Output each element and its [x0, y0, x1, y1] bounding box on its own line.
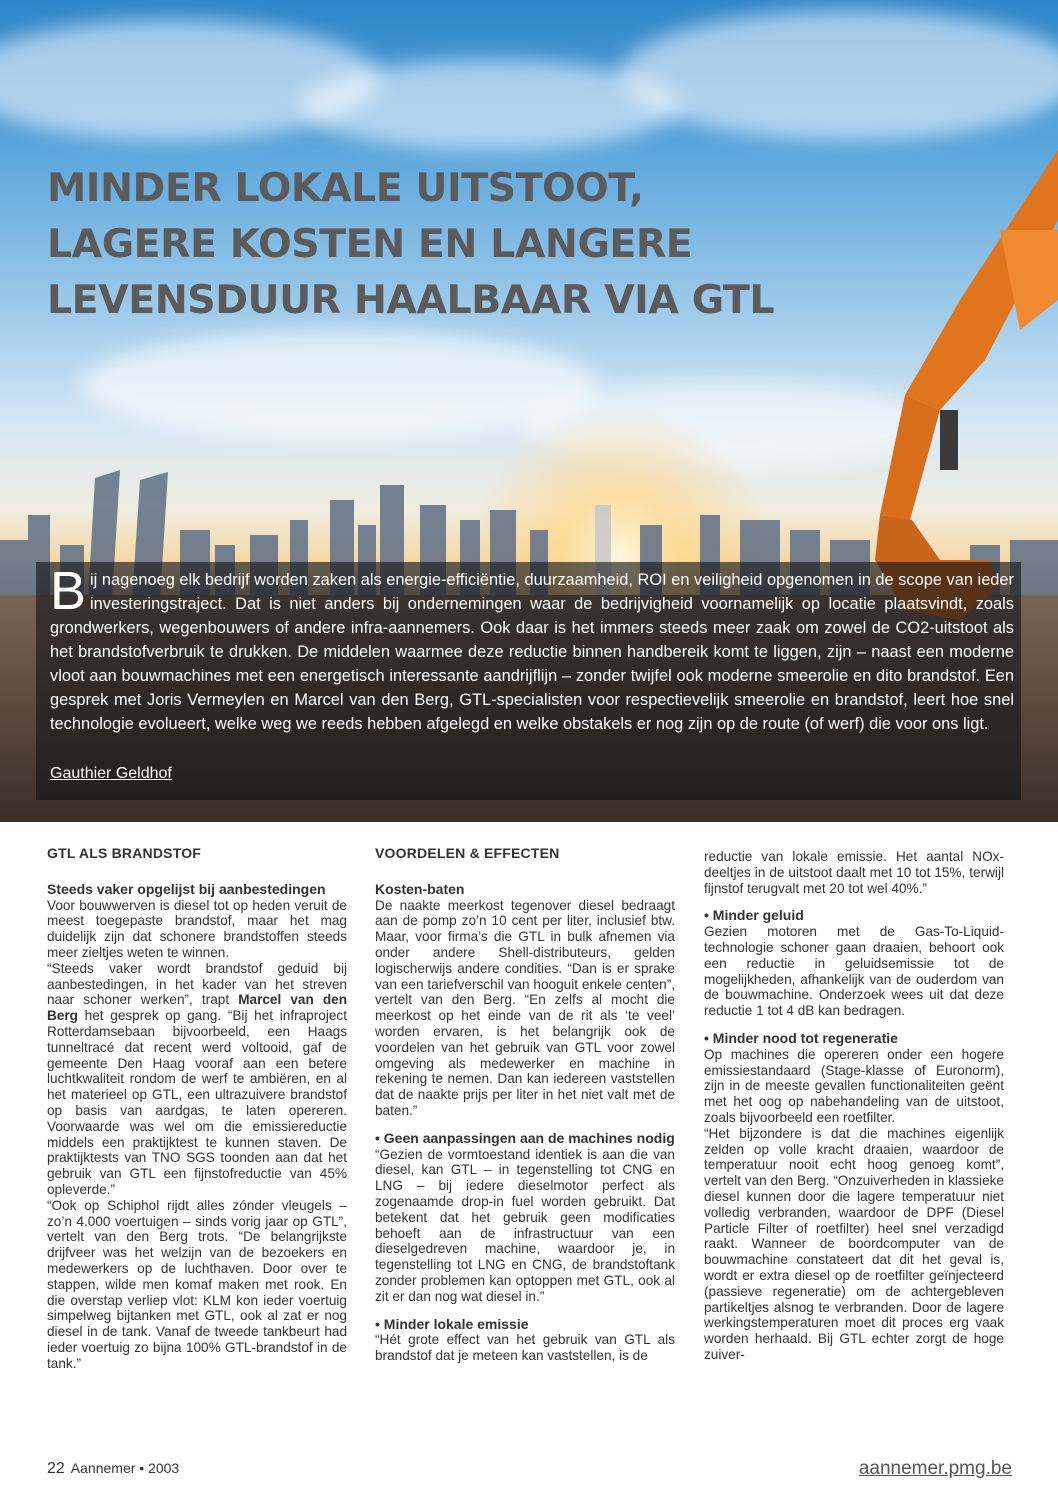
paragraph: Op machines die opereren onder een hogere emissiestandaard (Stage-klasse of Euronorm), zijn in de meeste gevallen functionaliteiten geënt met het oog op nabehandeling van de uitstoot, zoals bijvoorbeeld een roetfilter.: [704, 1046, 1004, 1125]
footer-info: [47, 1460, 179, 1478]
publication-name: Aannemer • 2003: [70, 1460, 180, 1476]
intro-text: ij nagenoeg elk bedrijf worden zaken als energie-efficiëntie, duurzaamheid, ROI en veiligheid opgenomen in de scope van ieder investeringstraject. Dat is niet anders bij ondernemingen waar de bedrijvigheid voornamelijk op locatie plaatsvindt, zoals grondwerkers, wegenbouwers of andere infra-aannemers. Ook daar is het immers steeds meer zaak om zowel de CO2-uitstoot als het brandstofverbruik te drukken. De middelen waarmee deze reductie binnen handbereik komt te liggen, zijn – naast een moderne vloot aan bouwmachines met een energetisch interessante aandrijflijn – zonder twijfel ook moderne smeerolie en dito brandstof. Een gesprek met Joris Vermeylen en Marcel van den Berg, GTL-specialisten voor respectievelijk smeerolie en brandstof, leert hoe snel technologie evolueert, welke weg we reeds hebben afgelegd en welke obstakels er nog zijn op de route (of werf) die voor ons ligt.: [50, 571, 1014, 733]
paragraph: “Gezien de vormtoestand identiek is aan die van diesel, kan GTL – in tegenstelling tot CNG en LNG – bij iedere dieselmotor perfect als zogenaamde drop-in fuel worden gebruikt. Dat betekent dat het gebruik geen modificaties behoeft aan de infrastructuur van een dieselgedreven machine, waardoor je, in tegenstelling tot LNG en CNG, de brandstoftank zonder problemen kan optoppen met GTL, ook al zit er dan nog wat diesel in.”: [375, 1146, 675, 1304]
section-heading: VOORDELEN & EFFECTEN: [375, 845, 560, 861]
paragraph: De naakte meerkost tegenover diesel bedraagt aan de pomp zo’n 10 cent per liter, inclusief btw. Maar, voor firma’s die GTL in bulk afnemen via onder andere Shell-distributeurs, gelden logischerwijs andere condities. “Dan is er sprake van een tariefverschil van hooguit enkele centen”, vertelt van den Berg. “En zelfs al mocht die meerkost op het einde van de rit als ‘te veel’ worden ervaren, is het belangrijk ook de voordelen van het gebruik van GTL voor zowel omgeving als medewerker en machine in rekening te nemen. Dan kan iedereen vaststellen dat de naakte prijs per liter in het niet valt met de baten.”: [375, 897, 675, 1118]
paragraph: Gezien motoren met de Gas-To-Liquid-technologie schoner gaan draaien, behoort ook een reductie in geluidsemissie tot de mogelijkheden, afhankelijk van de ouderdom van de bouwmachine. Onderzoek wees uit dat deze reductie 1 tot 4 dB kan bedragen.: [704, 924, 1004, 1019]
person-name: Marcel van den Berg: [47, 992, 347, 1024]
subheading: Steeds vaker opgelijst bij aanbestedingen: [47, 880, 326, 897]
subheading: • Geen aanpassingen aan de machines nodig: [375, 1129, 675, 1146]
headline-line-2: LAGERE KOSTEN EN LANGERE: [47, 221, 693, 267]
paragraph: “Hét grote effect van het gebruik van GTL als brandstof dat je meteen kan vaststellen, is de: [375, 1332, 675, 1364]
author-byline[interactable]: Gauthier Geldhof: [50, 765, 172, 782]
paragraph: Voor bouwwerven is diesel tot op heden veruit de meest toegepaste brandstof, maar het mag duidelijk zijn dat schonere brandstoffen steeds meer zieltjes weten te winnen.: [47, 897, 347, 960]
paragraph: “Steeds vaker wordt brandstof geduid bij aanbestedingen, in het kader van het streven naar schoner werken”, trapt Marcel van den Berg het gesprek op gang. “Bij het infraproject Rotterdamsebaan bijvoorbeeld, een Haags tunneltracé dat recent werd voltooid, gaf de gemeente Den Haag vooraf aan een betere luchtkwaliteit rondom de werf te ambiëren, en al het materieel op GTL, een ultrazuivere brandstof op basis van aardgas, te laten opereren. Voorwaarde was wel om die emissiereductie middels een praktijktest te kunnen staven. De praktijktests van TNO SGS toonden aan dat het gebruik van GTL een fijnstofreductie van 45% opleverde.”: [47, 960, 347, 1197]
website-link[interactable]: aannemer.pmg.be: [858, 1458, 1012, 1479]
paragraph: reductie van lokale emissie. Het aantal NOx-deeltjes in de uitstoot daalt met 10 tot 15%, terwijl fijnstof terugvalt met 20 tot wel 40%.”: [704, 849, 1004, 896]
headline-line-1: MINDER LOKALE UITSTOOT,: [47, 165, 644, 211]
subheading: • Minder geluid: [704, 907, 804, 924]
paragraph: “Ook op Schiphol rijdt alles zónder vleugels – zo’n 4.000 voertuigen – sinds vorig jaar op GTL”, vertelt van den Berg trots. “De belangrijkste drijfveer was het welzijn van de bezoekers en medewerkers op de luchthaven. Door over te stappen, wilde men komaf maken met rook. En die overstap verliep vlot: KLM kon ieder voertuig simpelweg bijtanken met GTL, ook al zat er nog diesel in de tank. Vanaf de tweede tankbeurt had ieder voertuig zo bijna 100% GTL-brandstof in de tank.”: [47, 1197, 347, 1371]
column-3: [704, 849, 1004, 1363]
subheading: • Minder nood tot regeneratie: [704, 1029, 898, 1046]
column-2: [375, 846, 675, 1364]
section-heading: GTL ALS BRANDSTOF: [47, 845, 202, 861]
paragraph: “Het bijzondere is dat die machines eigenlijk zelden op volle kracht draaien, waardoor de temperatuur nooit echt hoog genoeg komt”, vertelt van den Berg. “Onzuiverheden in klassieke diesel kunnen door die lagere temperatuur niet volledig verbranden, waardoor de DPF (Diesel Particle Filter of roetfilter) heel snel verzadigd raakt. Wanneer de boordcomputer van de bouwmachine constateert dat dit het geval is, wordt er extra diesel op de roetfilter geïnjecteerd (passieve regeneratie) om de achtergebleven partikeltjes alsnog te verbranden. Door de lagere werkingstemperaturen moet dit proces erg vaak worden herhaald. Bij GTL echter zorgt de hoge zuiver-: [704, 1125, 1004, 1362]
headline-line-3: LEVENSDUUR HAALBAAR VIA GTL: [47, 277, 775, 323]
subheading: Kosten-baten: [375, 880, 465, 897]
headline: [47, 160, 847, 328]
page-number: 22: [47, 1460, 65, 1477]
intro-paragraph: [50, 561, 1014, 736]
subheading: • Minder lokale emissie: [375, 1315, 529, 1332]
column-1: [47, 846, 347, 1372]
drop-cap: B: [50, 561, 87, 621]
